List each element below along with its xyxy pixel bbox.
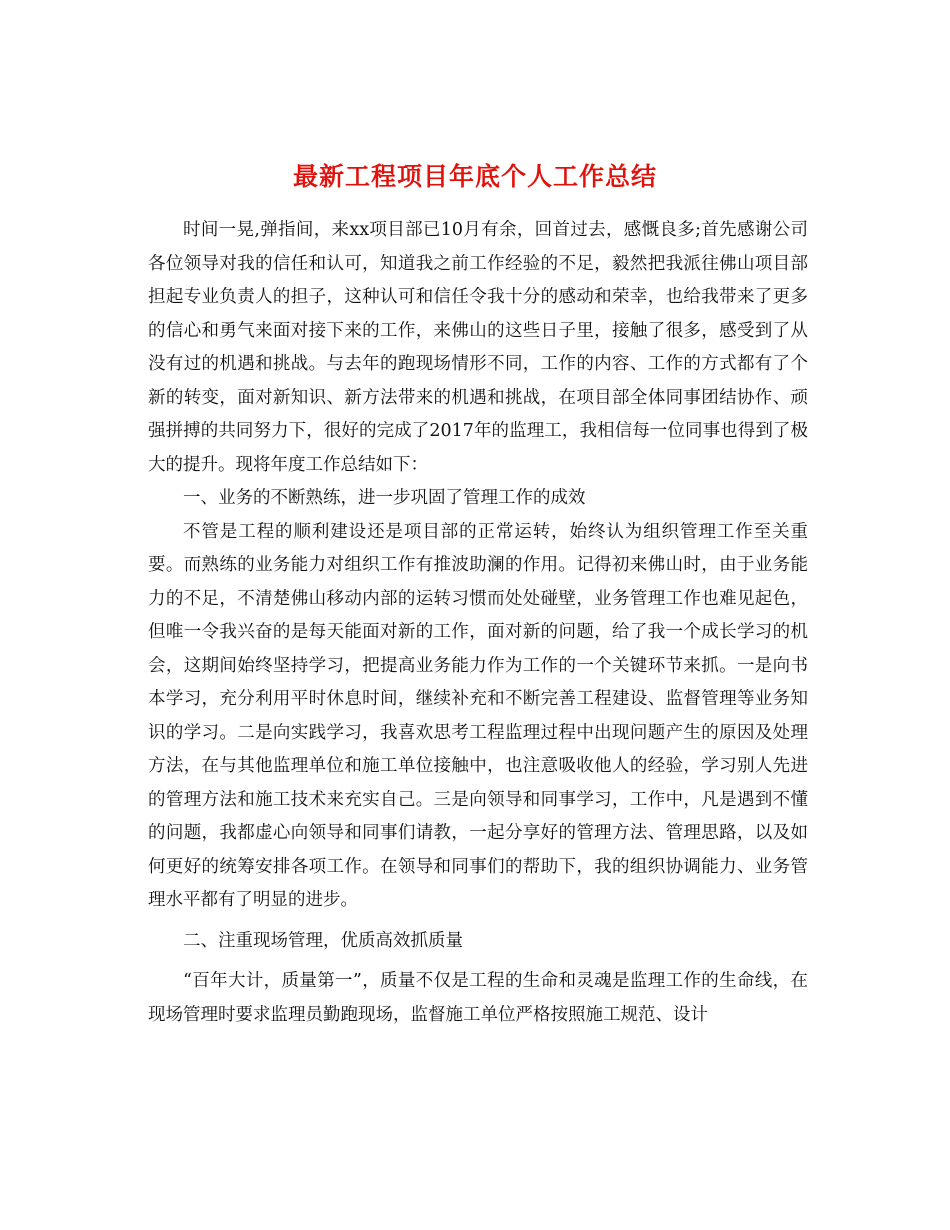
section-heading-1: 一、业务的不断熟练，进一步巩固了管理工作的成效 [183, 488, 586, 508]
section-heading-2: 二、注重现场管理，优质高效抓质量 [183, 930, 463, 951]
document-title: 最新工程项目年底个人工作总结 [292, 161, 657, 191]
document-body [148, 214, 808, 1032]
paragraph-section-2: “百年大计，质量第一”，质量不仅是工程的生命和灵魂是监理工作的生命线，在现场管理时要求监理员勤跑现场，监督施工单位严格按照施工规范、设计 [148, 971, 808, 1025]
paragraph-section-1: 不管是工程的顺利建设还是项目部的正常运转，始终认为组织管理工作至关重要。而熟练的业务能力对组织工作有推波助澜的作用。记得初来佛山时，由于业务能力的不足，不清楚佛山移动内部的运转习惯而处处碰壁，业务管理工作也难见起色，但唯一令我兴奋的是每天能面对新的工作，面对新的问题，给了我一个成长学习的机会，这期间始终坚持学习，把提高业务能力作为工作的一个关键环节来抓。一是向书本学习，充分利用平时休息时间，继续补充和不断完善工程建设、监督管理等业务知识的学习。二是向实践学习，我喜欢思考工程监理过程中出现问题产生的原因及处理方法，在与其他监理单位和施工单位接触中，也注意吸收他人的经验，学习别人先进的管理方法和施工技术来充实自己。三是向领导和同事学习，工作中，凡是遇到不懂的问题，我都虚心向领导和同事们请教，一起分享好的管理方法、管理思路，以及如何更好的统筹安排各项工作。在领导和同事们的帮助下，我的组织协调能力、业务管理水平都有了明显的进步。 [148, 521, 808, 910]
paragraph-intro: 时间一晃,弹指间，来xx项目部已10月有余，回首过去，感慨良多;首先感谢公司各位领导对我的信任和认可，知道我之前工作经验的不足，毅然把我派往佛山项目部担起专业负责人的担子，这种认可和信任令我十分的感动和荣幸，也给我带来了更多的信心和勇气来面对接下来的工作，来佛山的这些日子里，接触了很多，感受到了从没有过的机遇和挑战。与去年的跑现场情形不同，工作的内容、工作的方式都有了个新的转变，面对新知识、新方法带来的机遇和挑战，在项目部全体同事团结协作、顽强拼搏的共同努力下，很好的完成了2017年的监理工，我相信每一位同事也得到了极大的提升。现将年度工作总结如下： [148, 220, 808, 475]
